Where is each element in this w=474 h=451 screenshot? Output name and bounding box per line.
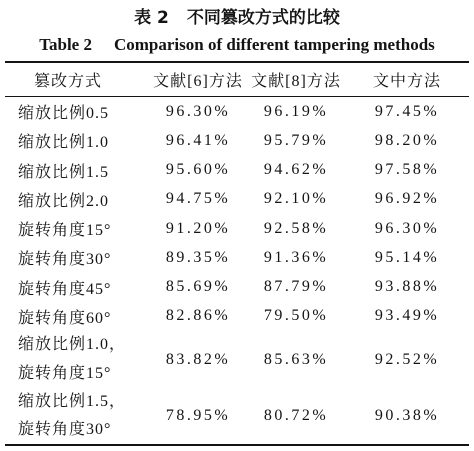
cell-ref6: 82.86% — [165, 307, 231, 325]
table-caption-cn — [0, 4, 474, 26]
cell-ref8: 96.19% — [263, 102, 329, 120]
cell-proposed: 96.30% — [374, 219, 440, 237]
cell-proposed: 93.49% — [374, 307, 440, 325]
column-header-ref8: 文献[8]方法 — [251, 73, 341, 90]
cell-ref6: 85.69% — [165, 278, 231, 296]
cell-ref8: 87.79% — [263, 278, 329, 296]
cell-ref8: 95.79% — [263, 131, 329, 149]
row-label-line: 旋转角度30° — [18, 421, 112, 438]
cell-ref6: 83.82% — [165, 350, 231, 368]
cell-ref6: 95.60% — [165, 161, 231, 179]
table-number-cn: 表 2 — [134, 7, 169, 28]
row-label: 缩放比例2.0 — [18, 192, 110, 210]
cell-ref8: 92.10% — [263, 190, 329, 208]
row-label: 旋转角度15° — [18, 222, 112, 240]
table-header-row — [0, 63, 474, 96]
cell-ref6: 78.95% — [165, 407, 231, 424]
cell-proposed: 95.14% — [374, 248, 440, 266]
table-title-en: Comparison of different tampering methods — [113, 35, 435, 54]
table-number-en: Table 2 — [39, 35, 92, 54]
cell-proposed: 96.92% — [374, 190, 440, 208]
column-header-method: 篡改方式 — [33, 73, 102, 90]
table-row — [0, 126, 474, 155]
cell-ref8: 94.62% — [263, 161, 329, 179]
cell-ref8: 85.63% — [263, 350, 329, 368]
row-label: 旋转角度30° — [18, 251, 112, 269]
column-header-ref6: 文献[6]方法 — [153, 73, 243, 90]
cell-proposed: 97.58% — [374, 161, 440, 179]
cell-proposed: 97.45% — [374, 102, 440, 120]
table-row — [0, 388, 474, 444]
table-title-cn: 不同篡改方式的比较 — [186, 7, 340, 28]
table-row — [0, 302, 474, 331]
row-label — [18, 388, 142, 444]
row-label-line: 旋转角度15° — [18, 364, 112, 382]
row-label-line: 缩放比例1.0， — [18, 336, 127, 353]
table-row — [0, 97, 474, 126]
column-header-proposed: 文中方法 — [372, 73, 441, 90]
cell-ref8: 91.36% — [263, 248, 329, 266]
cell-ref6: 96.41% — [165, 131, 231, 149]
row-label — [18, 331, 142, 388]
cell-ref8: 79.50% — [263, 307, 329, 325]
table-row — [0, 156, 474, 185]
row-label: 旋转角度45° — [18, 280, 112, 298]
row-label: 缩放比例1.0 — [18, 134, 110, 152]
table-row — [0, 214, 474, 243]
cell-ref6: 94.75% — [165, 190, 231, 208]
row-label-line: 缩放比例1.5， — [18, 392, 127, 410]
table-row — [0, 185, 474, 214]
table-row — [0, 273, 474, 302]
row-label: 缩放比例0.5 — [18, 105, 110, 123]
row-label: 旋转角度60° — [18, 309, 112, 327]
cell-ref6: 96.30% — [165, 102, 231, 120]
cell-ref6: 89.35% — [165, 248, 231, 266]
cell-ref8: 80.72% — [263, 407, 329, 424]
cell-proposed: 92.52% — [374, 350, 440, 368]
cell-ref8: 92.58% — [263, 219, 329, 237]
table-row — [0, 243, 474, 272]
table-caption-en — [0, 34, 474, 56]
table-row — [0, 331, 474, 388]
cell-proposed: 93.88% — [374, 278, 440, 296]
row-label: 缩放比例1.5 — [18, 163, 110, 181]
table-body — [0, 97, 474, 444]
cell-proposed: 90.38% — [374, 407, 440, 424]
cell-ref6: 91.20% — [165, 219, 231, 237]
cell-proposed: 98.20% — [374, 131, 440, 149]
